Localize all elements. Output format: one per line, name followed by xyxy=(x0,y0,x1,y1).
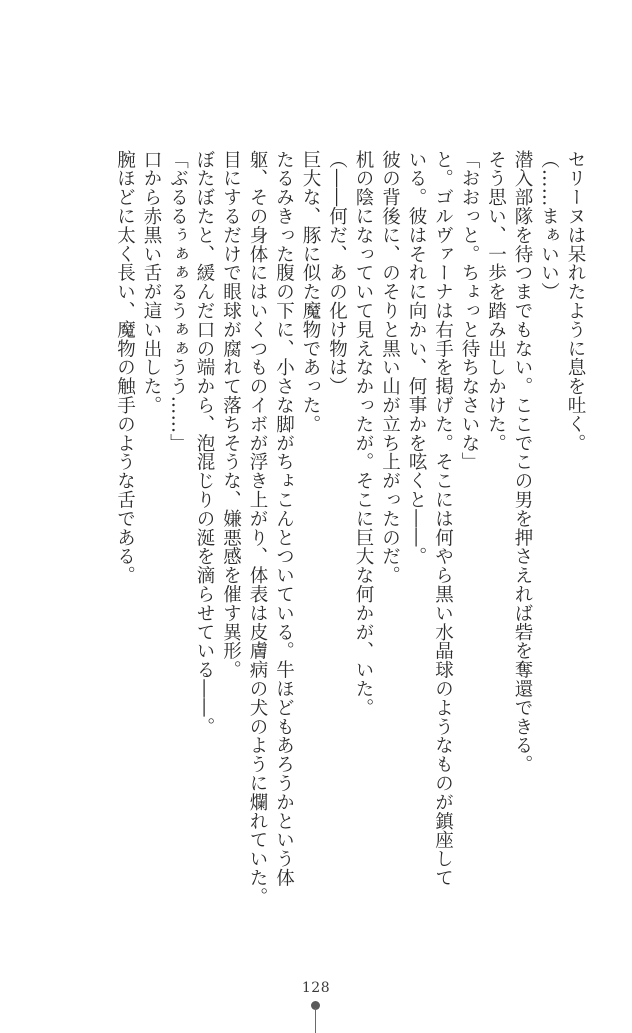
text-line: 口から赤黒い舌が這い出した。 xyxy=(141,150,162,415)
text-line: と。ゴルヴァーナは右手を掲げた。そこには何やら黒い水晶球のようなものが鎮座して xyxy=(432,150,454,888)
text-line: そう思い、一歩を踏み出しかけた。 xyxy=(485,150,507,453)
page-number: 128 xyxy=(301,980,331,996)
text-line: 「ぶるるぅぁぁるうぁぁうう……」 xyxy=(167,150,189,453)
text-line: ぼたぼたと、緩んだ口の端から、泡混じりの涎を滴らせている――。 xyxy=(194,150,215,736)
text-line: 目にするだけで眼球が腐れて落ちそうな、嫌悪感を催す異形。 xyxy=(220,150,242,680)
folio-ornament-line xyxy=(315,1008,316,1033)
text-line: 「おおっと。ちょっと待ちなさいな」 xyxy=(459,150,480,472)
text-line: 巨大な、豚に似た魔物であった。 xyxy=(300,150,321,434)
text-line: 彼の背後に、のそりと黒い山が立ち上がったのだ。 xyxy=(379,150,401,585)
text-line: 躯、その身体にはいくつものイボが浮き上がり、体表は皮膚病の犬のように爛れていた。 xyxy=(247,150,268,906)
vertical-body-text xyxy=(111,150,588,980)
text-line: たるみきった腹の下に、小さな脚がちょこんとついている。牛ほどもあろうかという体 xyxy=(273,150,295,888)
text-line: セリーヌは呆れたように息を吐く。 xyxy=(565,150,586,453)
text-line: 机の陰になっていて見えなかったが。そこに巨大な何かが、いた。 xyxy=(353,150,374,717)
text-line: 腕ほどに太く長い、魔物の触手のような舌である。 xyxy=(114,150,136,585)
text-line: いる。彼はそれに向かい、何事かを呟くと――。 xyxy=(406,150,427,566)
text-line: （――何だ、あの化け物は） xyxy=(326,150,348,396)
text-line: 潜入部隊を待つまでもない。ここでこの男を押さえれば砦を奪還できる。 xyxy=(512,150,533,774)
text-line: （……まぁいい） xyxy=(538,150,560,302)
